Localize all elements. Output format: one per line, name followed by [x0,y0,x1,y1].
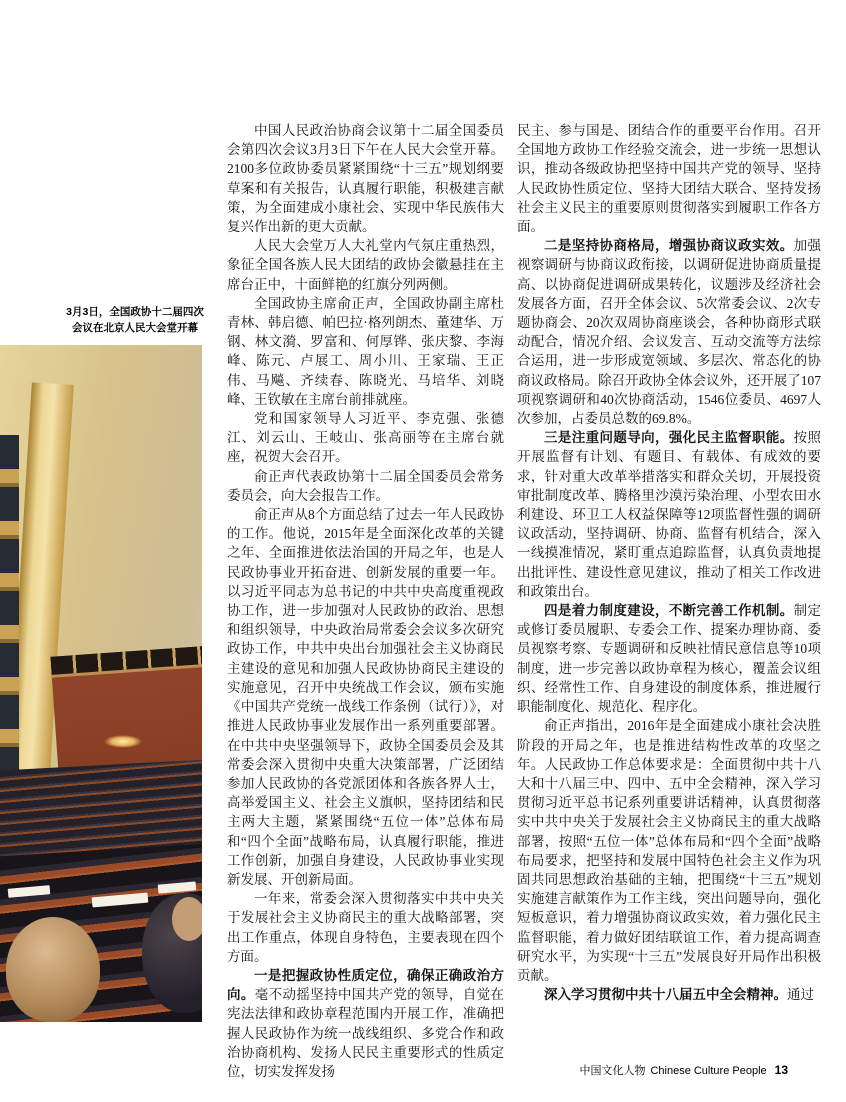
paragraph-lead: 一是把握政协性质定位，确保正确政治方向。 [227,967,504,1003]
paragraph-text: 中国人民政治协商会议第十二届全国委员会第四次会议3月3日下午在人民大会堂开幕。2100多位政协委员紧紧围绕“十三五”规划纲要草案和有关报告，认真履行职能，积极建言献策，为全面建成小康社会、实现中华民族伟大复兴作出新的更大贡献。 [227,123,504,235]
paragraph-text: 党和国家领导人习近平、李克强、张德江、刘云山、王岐山、张高丽等在主席台就座，祝贺大会召开。 [227,411,504,465]
paragraph-text: 按照开展监督有计划、有题目、有载体、有成效的要求，针对重大改革举措落实和群众关切，开展投资审批制度改革、腾格里沙漠污染治理、小型农田水利建设、环卫工人权益保障等12项监督性强的调研议政活动，坚持调研、协商、监督有机结合，深入一线摸准情况，紧盯重点追踪监督，认真负责地提出批评性、建设性意见建议，推动了相关工作改进和政策出台。 [517,430,822,599]
paragraph-text: 通过 [787,987,814,1003]
photo-foreground-delegate-face [172,897,202,941]
paragraph [227,121,504,236]
article-column-2 [517,121,821,1004]
paragraph-text: 毫不动摇坚持中国共产党的领导，自觉在宪法法律和政协章程范围内开展工作，准确把握人民政协作为统一战线组织、多党合作和政治协商机构、发扬人民民主重要形式的性质定位，切实发挥发扬 [227,987,505,1079]
photo-caption-line1: 3月3日，全国政协十二届四次 [66,306,204,318]
page-footer [579,1062,788,1078]
footer-magazine-name-en: Chinese Culture People [650,1065,767,1077]
paragraph-lead: 四是着力制度建设，不断完善工作机制。 [544,603,794,619]
paragraph-text: 一年来，常委会深入贯彻落实中共中央关于发展社会主义协商民主的重大战略部署，突出工作重点，体现自身特色，主要表现在四个方面。 [227,891,504,964]
paragraph [517,601,821,716]
paragraph-text: 加强视察调研与协商议政衔接，以调研促进协商质量提高、以协商促进调研成果转化，议题涉及经济社会发展各方面，召开全体会议、5次常委会议、2次专题协商会、20次双周协商座谈会，各种协商形式联动配合，情况介绍、会议发言、互动交流等方法综合运用，进一步形成宽领域、多层次、常态化的协商议政格局。除召开政协全体会议外，还开展了107项视察调研和40次协商活动，1546位委员、4697人次参加，占委员总数的69.8%。 [517,238,822,427]
photo-great-hall [0,345,202,1022]
paragraph-text: 俞正声指出，2016年是全面建成小康社会决胜阶段的开局之年，也是推进结构性改革的攻坚之年。人民政协工作总体要求是：全面贯彻中共十八大和十八届三中、四中、五中全会精神，深入学习贯彻习近平总书记系列重要讲话精神，认真贯彻落实中共中央关于发展社会主义协商民主的重大战略部署，按照“五位一体”总体布局和“四个全面”战略布局要求，把坚持和发展中国特色社会主义作为巩固共同思想政治基础的主轴，把围绕“十三五”规划实施建言献策作为工作主线，突出问题导向，强化短板意识，着力增强协商议政实效，着力强化民主监督职能，着力做好团结联谊工作，着力提高调查研究水平，为实现“十三五”发展良好开局作出积极贡献。 [517,718,821,983]
photo-caption [45,304,225,336]
paragraph-text: 民主、参与国是、团结合作的重要平台作用。召开全国地方政协工作经验交流会，进一步统一思想认识，推动各级政协把坚持中国共产党的领导、坚持人民政协性质定位、坚持大团结大联合、坚持发扬社会主义民主的重要原则贯彻落实到履职工作各方面。 [517,123,821,235]
paragraph [517,985,821,1004]
paragraph-lead: 二是坚持协商格局，增强协商议政实效。 [544,238,794,254]
paragraph-text: 制定或修订委员履职、专委会工作、提案办理协商、委员视察考察、专题调研和反映社情民意信息等10项制度，进一步完善以政协章程为核心，覆盖会议组织、经常性工作、自身建设的制度体系，推进履行职能制度化、规范化、程序化。 [517,603,822,715]
photo-chandelier [104,735,142,748]
paragraph [517,716,821,985]
paragraph-lead: 深入学习贯彻中共十八届五中全会精神。 [544,987,787,1003]
photo-caption-line2: 会议在北京人民大会堂开幕 [72,322,198,334]
paragraph-text: 俞正声代表政协第十二届全国委员会常务委员会，向大会报告工作。 [227,468,504,503]
paragraph-lead: 三是注重问题导向，强化民主监督职能。 [544,430,794,446]
paragraph [227,966,504,1081]
paragraph [517,121,821,236]
paragraph [227,409,504,467]
paragraph [227,467,504,505]
photo-foreground-bald-head [6,917,100,1022]
paragraph-text: 全国政协主席俞正声，全国政协副主席杜青林、韩启德、帕巴拉·格列朗杰、董建华、万钢、林文漪、罗富和、何厚铧、张庆黎、李海峰、陈元、卢展工、周小川、王家瑞、王正伟、马飚、齐续春、陈晓光、马培华、刘晓峰、王钦敏在主席台前排就座。 [227,295,504,407]
paragraph-text: 俞正声从8个方面总结了过去一年人民政协的工作。他说，2015年是全面深化改革的关键之年、全面推进依法治国的开局之年，也是人民政协事业开拓奋进、创新发展的重要一年。以习近平同志为总书记的中共中央高度重视政协工作，进一步加强对人民政协的政治、思想和组织领导，中央政治局常委会会议多次研究政协工作，中共中央出台加强社会主义协商民主建设的意见和加强人民政协协商民主建设的实施意见，召开中央统战工作会议，颁布实施《中国共产党统一战线工作条例（试行）》，对推进人民政协事业发展作出一系列重要部署。在中共中央坚强领导下，政协全国委员会及其常委会深入贯彻中央重大决策部署，广泛团结参加人民政协的各党派团体和各族各界人士，高举爱国主义、社会主义旗帜，坚持团结和民主两大主题，紧紧围绕“五位一体”总体布局和“四个全面”战略布局，认真履行职能，推进工作创新，加强自身建设，人民政协事业实现新发展、开创新局面。 [227,507,504,887]
paragraph-text: 人民大会堂万人大礼堂内气氛庄重热烈，象征全国各族人民大团结的政协会徽悬挂在主席台正中，十面鲜艳的红旗分列两侧。 [227,238,504,292]
paragraph [227,294,504,409]
footer-page-number: 13 [774,1063,788,1077]
paragraph [227,236,504,294]
paragraph [227,889,504,966]
article-column-1 [227,121,504,1081]
paragraph [517,428,821,601]
paragraph [517,236,821,428]
paragraph [227,505,504,889]
footer-magazine-name-zh: 中国文化人物 [579,1065,646,1077]
